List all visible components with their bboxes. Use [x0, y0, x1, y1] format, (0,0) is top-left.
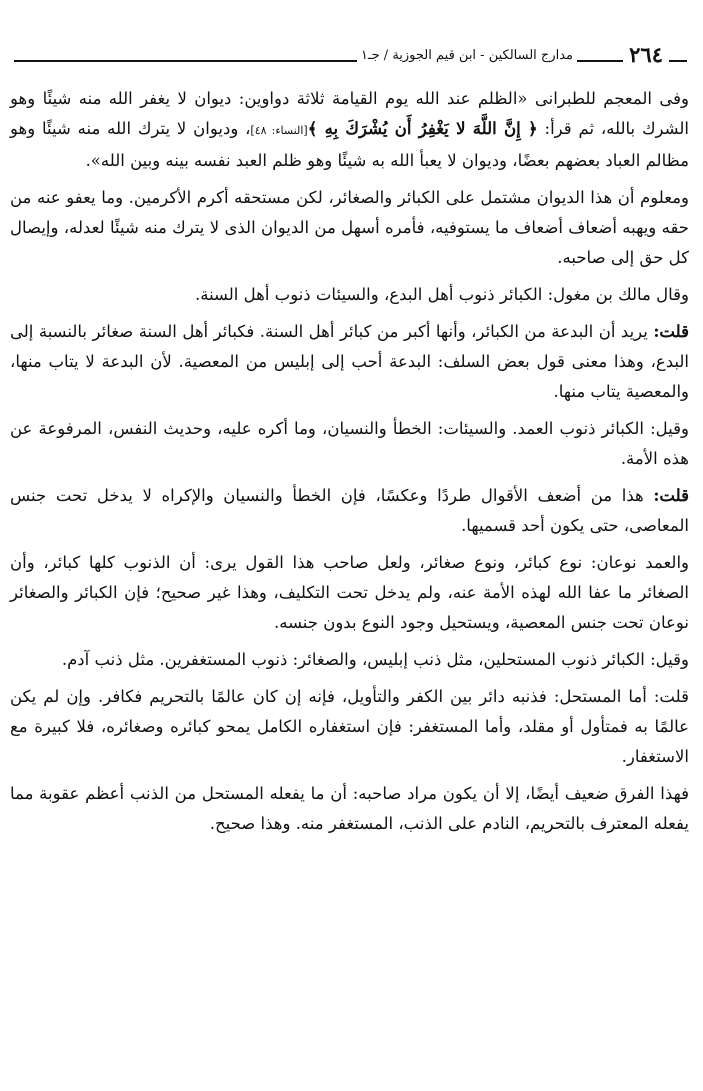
- paragraph-1-text-before: وفى المعجم للطبرانى «الظلم عند الله يوم القيامة ثلاثة دواوين: ديوان لا يغفر الله منه شيئًا وهو الشرك بالله، ثم قرأ:: [10, 89, 689, 138]
- paragraph-8: وقيل: الكبائر ذنوب المستحلين، مثل ذنب إبليس، والصغائر: ذنوب المستغفرين. مثل ذنب آدم.: [61, 650, 689, 669]
- quran-verse: ﴿ إِنَّ اللَّهَ لا يَغْفِرُ أَن يُشْرَكَ بِهِ ﴾: [307, 119, 538, 138]
- paragraph-6-text: هذا من أضعف الأقوال طردًا وعكسًا، فإن الخطأ والنسيان والإكراه لا يدخل تحت جنس المعاصى، حتى يكون أحد قسميها.: [10, 486, 689, 535]
- paragraph-5: وقيل: الكبائر ذنوب العمد. والسيئات: الخطأ والنسيان، وما أكره عليه، وحديث النفس، المرفوعة عن هذه الأمة.: [10, 419, 689, 468]
- header-rule: [14, 60, 687, 62]
- paragraph-1: [10, 84, 689, 176]
- paragraph-7: والعمد نوعان: نوع كبائر، ونوع صغائر، ولعل صاحب هذا القول يرى: أن الذنوب كلها كبائر، وأن الصغائر ما عفا الله لهذه الأمة عنه، ولم يدخل تحت التكليف، وهذا غير صحيح؛ فإن الكبائر والصغائر نوعان تحت جنس المعصية، ويستحيل وجود النوع بدون جنسه.: [10, 553, 689, 632]
- body-text: [10, 84, 689, 846]
- verse-reference: [النساء: ٤٨]: [250, 124, 308, 137]
- paragraph-6-lead: قلت:: [653, 486, 689, 505]
- paragraph-2: ومعلوم أن هذا الديوان مشتمل على الكبائر والصغائر، لكن مستحقه أكرم الأكرمين. وما يعفو عنه من حقه ويهبه أضعاف أضعاف ما يستوفيه، فأمره أسهل من الديوان الذى لا يترك منه شيئًا لعدله، وإيصال كل حق إلى صاحبه.: [10, 188, 689, 267]
- running-title: مدارج السالكين - ابن قيم الجوزية / جـ١: [357, 48, 577, 63]
- paragraph-10: فهذا الفرق ضعيف أيضًا، إلا أن يكون مراد صاحبه: أن ما يفعله المستحل من الذنب أعظم عقوبة مما يفعله المعترف بالتحريم، النادم على الذنب، المستغفر منه. وهذا صحيح.: [10, 784, 689, 833]
- paragraph-6: [10, 481, 689, 541]
- paragraph-4-lead: قلت:: [653, 322, 689, 341]
- paragraph-1-text-after: ، وديوان لا يترك الله منه شيئًا وهو مظالم العباد بعضهم بعضًا، وديوان لا يعبأ الله به شيئًا وهو ظلم العبد نفسه بينه وبين الله».: [10, 119, 689, 170]
- paragraph-4: [10, 317, 689, 407]
- paragraph-9: قلت: أما المستحل: فذنبه دائر بين الكفر والتأويل، فإنه إن كان عالمًا بالتحريم فكافر. وإن لم يكن عالمًا به فمتأول أو مقلد، وأما المستغفر: فإن استغفاره الكامل يمحو كبائره وصغائره، فلا كبيرة مع الاستغفار.: [10, 687, 689, 766]
- page-number: ٢٦٤: [623, 42, 669, 67]
- running-header: [14, 42, 687, 72]
- paragraph-3: وقال مالك بن مغول: الكبائر ذنوب أهل البدع، والسيئات ذنوب أهل السنة.: [194, 285, 689, 304]
- paragraph-4-text: يريد أن البدعة من الكبائر، وأنها أكبر من كبائر أهل السنة. فكبائر أهل السنة صغائر بالنسبة إلى البدع، وهذا معنى قول بعض السلف: البدعة أحب إلى إبليس من المعصية. لأن البدعة لا يتاب منها، والمعصية يتاب منها.: [10, 322, 689, 401]
